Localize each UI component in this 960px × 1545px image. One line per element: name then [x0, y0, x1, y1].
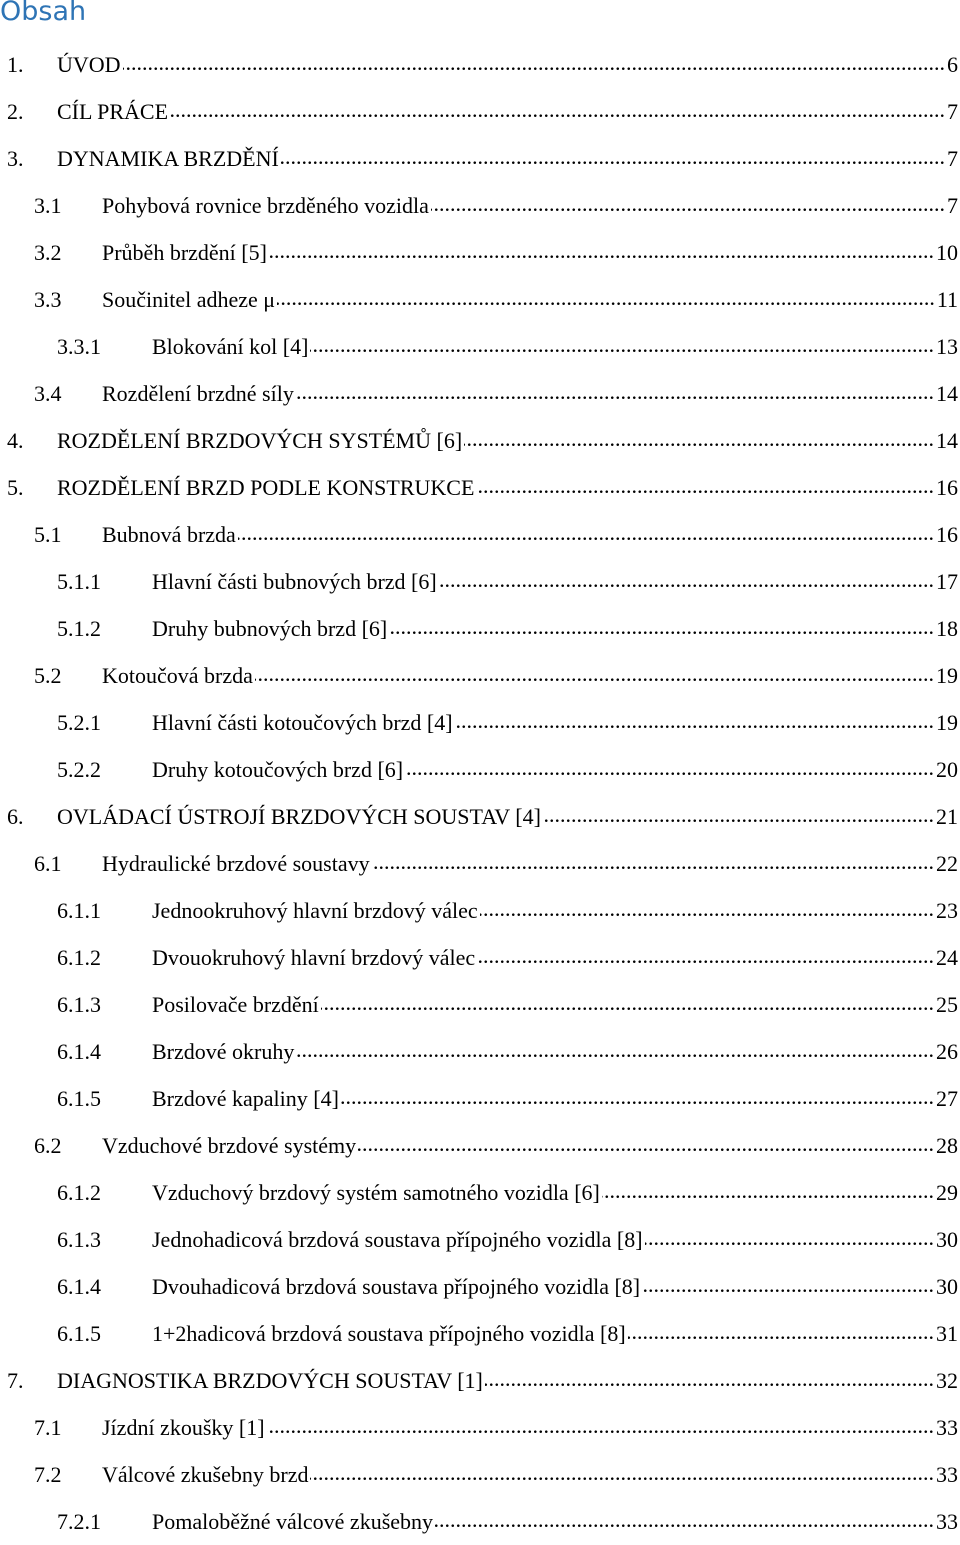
dot-leader	[267, 1415, 934, 1437]
toc-entry-page: 30	[936, 1273, 958, 1299]
dot-leader	[602, 1180, 934, 1202]
dot-leader	[321, 992, 934, 1014]
dot-leader	[277, 287, 935, 309]
toc-entry-title: Hlavní části kotoučových brzd [4]	[152, 709, 453, 735]
toc-entry[interactable]	[0, 934, 960, 981]
toc-entry-title: Jednookruhový hlavní brzdový válec	[152, 897, 478, 923]
toc-entry[interactable]	[0, 1310, 960, 1357]
toc-entry-number: 6.1.2	[57, 1179, 101, 1205]
dot-leader	[464, 428, 934, 450]
dot-leader	[269, 240, 934, 262]
dot-leader	[123, 52, 945, 74]
toc-entry-number: 5.1	[34, 521, 62, 547]
toc-entry[interactable]	[0, 135, 960, 182]
toc-entry[interactable]	[0, 1357, 960, 1404]
toc-entry[interactable]	[0, 1263, 960, 1310]
toc-entry-page: 14	[936, 427, 958, 453]
toc-entry[interactable]	[0, 323, 960, 370]
toc-entry[interactable]	[0, 1216, 960, 1263]
toc-entry-number: 6.1.5	[57, 1085, 101, 1111]
toc-entry-page: 32	[936, 1367, 958, 1393]
toc-entry-number: 6.1.3	[57, 991, 101, 1017]
toc-entry[interactable]	[0, 1451, 960, 1498]
toc-entry[interactable]	[0, 699, 960, 746]
toc-entry[interactable]	[0, 793, 960, 840]
toc-entry-page: 28	[936, 1132, 958, 1158]
toc-entry[interactable]	[0, 981, 960, 1028]
dot-leader	[310, 1462, 934, 1484]
toc-entry[interactable]	[0, 887, 960, 934]
toc-entry-page: 16	[936, 474, 958, 500]
toc-entry-number: 6.1.4	[57, 1273, 101, 1299]
toc-entry-page: 25	[936, 991, 958, 1017]
toc-entry-title: Jízdní zkoušky [1]	[102, 1414, 265, 1440]
toc-entry[interactable]	[0, 840, 960, 887]
toc-entry-number: 7.2	[34, 1461, 62, 1487]
toc-entry-title: Blokování kol [4]	[152, 333, 309, 359]
toc-entry[interactable]	[0, 417, 960, 464]
toc-entry-number: 3.1	[34, 192, 62, 218]
dot-leader	[405, 757, 934, 779]
toc-entry-page: 30	[936, 1226, 958, 1252]
dot-leader	[477, 945, 934, 967]
toc-entry-page: 26	[936, 1038, 958, 1064]
toc-entry[interactable]	[0, 88, 960, 135]
toc-entry-page: 7	[947, 192, 958, 218]
toc-entry-page: 29	[936, 1179, 958, 1205]
toc-entry-number: 3.	[7, 145, 24, 171]
toc-entry-title: DIAGNOSTIKA BRZDOVÝCH SOUSTAV [1]	[57, 1367, 483, 1393]
toc-entry-title: Pomaloběžné válcové zkušebny	[152, 1508, 434, 1534]
toc-entry-number: 5.2	[34, 662, 62, 688]
toc-entry-title: Rozdělení brzdné síly	[102, 380, 294, 406]
toc-entry-number: 3.2	[34, 239, 62, 265]
dot-leader	[170, 99, 945, 121]
dot-leader	[296, 381, 934, 403]
toc-entry-page: 31	[936, 1320, 958, 1346]
dot-leader	[310, 334, 934, 356]
dot-leader	[238, 522, 934, 544]
toc-entry-number: 5.2.1	[57, 709, 101, 735]
toc-entry-page: 20	[936, 756, 958, 782]
toc-entry-page: 11	[936, 286, 958, 312]
toc-entry-title: Průběh brzdění [5]	[102, 239, 267, 265]
toc-entry-title: ROZDĚLENÍ BRZDOVÝCH SYSTÉMŮ [6]	[57, 427, 463, 453]
toc-entry-number: 6.1.2	[57, 944, 101, 970]
toc-entry[interactable]	[0, 605, 960, 652]
toc-heading: Obsah	[0, 0, 87, 27]
toc-entry-number: 7.1	[34, 1414, 62, 1440]
toc-entry[interactable]	[0, 182, 960, 229]
toc-entry-title: Dvouhadicová brzdová soustava přípojného vozidla [8]	[152, 1273, 641, 1299]
dot-leader	[485, 1368, 934, 1390]
dot-leader	[645, 1227, 934, 1249]
toc-entry-title: Jednohadicová brzdová soustava přípojného vozidla [8]	[152, 1226, 643, 1252]
toc-entry[interactable]	[0, 276, 960, 323]
toc-entry-number: 4.	[7, 427, 24, 453]
toc-entry-number: 5.1.1	[57, 568, 101, 594]
toc-entry-number: 3.3	[34, 286, 62, 312]
toc-entry-page: 16	[936, 521, 958, 547]
toc-entry-number: 6.1.4	[57, 1038, 101, 1064]
toc-entry-page: 7	[947, 98, 958, 124]
toc-entry-number: 6.1	[34, 850, 62, 876]
toc-entry-page: 33	[936, 1414, 958, 1440]
dot-leader	[543, 804, 934, 826]
toc-entry-number: 5.	[7, 474, 24, 500]
toc-entry-title: Vzduchový brzdový systém samotného vozidla [6]	[152, 1179, 600, 1205]
dot-leader	[439, 569, 934, 591]
toc-entry-page: 19	[936, 709, 958, 735]
toc-entry[interactable]	[0, 1028, 960, 1075]
dot-leader	[476, 475, 934, 497]
dot-leader	[435, 1509, 934, 1531]
toc-entry-title: Kotoučová brzda	[102, 662, 253, 688]
toc-entry[interactable]	[0, 746, 960, 793]
dot-leader	[431, 193, 945, 215]
toc-entry[interactable]	[0, 1498, 960, 1545]
dot-leader	[455, 710, 934, 732]
toc-entry-title: Hlavní části bubnových brzd [6]	[152, 568, 437, 594]
toc-entry-title: CÍL PRÁCE	[57, 98, 169, 124]
dot-leader	[628, 1321, 934, 1343]
toc-entry-page: 22	[936, 850, 958, 876]
toc-entry-title: OVLÁDACÍ ÚSTROJÍ BRZDOVÝCH SOUSTAV [4]	[57, 803, 541, 829]
toc-entry-title: 1+2hadicová brzdová soustava přípojného vozidla [8]	[152, 1320, 626, 1346]
dot-leader	[642, 1274, 934, 1296]
toc-entry-page: 33	[936, 1508, 958, 1534]
dot-leader	[341, 1086, 934, 1108]
toc-entry[interactable]	[0, 1169, 960, 1216]
toc-entry-title: Druhy kotoučových brzd [6]	[152, 756, 404, 782]
toc-entry-title: Brzdové kapaliny [4]	[152, 1085, 339, 1111]
toc-entry-title: DYNAMIKA BRZDĚNÍ	[57, 145, 279, 171]
toc-entry-page: 17	[936, 568, 958, 594]
toc-entry[interactable]	[0, 464, 960, 511]
toc-entry-title: Hydraulické brzdové soustavy	[102, 850, 370, 876]
toc-entry-title: ROZDĚLENÍ BRZD PODLE KONSTRUKCE	[57, 474, 475, 500]
toc-entry-page: 7	[947, 145, 958, 171]
toc-entry-page: 19	[936, 662, 958, 688]
toc-entry-page: 6	[947, 51, 958, 77]
toc-entry-title: Brzdové okruhy	[152, 1038, 295, 1064]
toc-entry-title: Dvouokruhový hlavní brzdový válec	[152, 944, 476, 970]
toc-entry-number: 6.1.5	[57, 1320, 101, 1346]
toc-entry-title: Součinitel adheze μ	[102, 286, 276, 312]
toc-entry-page: 27	[936, 1085, 958, 1111]
toc-entry-number: 3.4	[34, 380, 62, 406]
toc-entry-title: Pohybová rovnice brzděného vozidla	[102, 192, 429, 218]
toc-entry-page: 18	[936, 615, 958, 641]
toc-entry-title: Vzduchové brzdové systémy	[102, 1132, 357, 1158]
toc-entry[interactable]	[0, 1404, 960, 1451]
toc-entry-page: 33	[936, 1461, 958, 1487]
toc-entry[interactable]	[0, 511, 960, 558]
toc-entry-page: 13	[936, 333, 958, 359]
dot-leader	[480, 898, 934, 920]
toc-entry[interactable]	[0, 558, 960, 605]
toc-entry-number: 5.1.2	[57, 615, 101, 641]
dot-leader	[372, 851, 934, 873]
dot-leader	[296, 1039, 934, 1061]
toc-entry-page: 24	[936, 944, 958, 970]
dot-leader	[389, 616, 934, 638]
toc-entry-page: 14	[936, 380, 958, 406]
dot-leader	[358, 1133, 934, 1155]
toc-entry-number: 6.1.3	[57, 1226, 101, 1252]
toc-entry-title: ÚVOD	[57, 51, 121, 77]
toc-entry-page: 21	[936, 803, 958, 829]
toc-entry-number: 2.	[7, 98, 24, 124]
toc-entry[interactable]	[0, 1075, 960, 1122]
toc-entry-number: 3.3.1	[57, 333, 101, 359]
toc-entry-number: 7.2.1	[57, 1508, 101, 1534]
toc-entry[interactable]	[0, 652, 960, 699]
toc-entry[interactable]	[0, 370, 960, 417]
toc-entry-number: 5.2.2	[57, 756, 101, 782]
toc-entry-title: Bubnová brzda	[102, 521, 236, 547]
toc-entry[interactable]	[0, 1122, 960, 1169]
toc-entry-number: 6.2	[34, 1132, 62, 1158]
dot-leader	[255, 663, 934, 685]
dot-leader	[281, 146, 945, 168]
toc-entry[interactable]	[0, 229, 960, 276]
toc-entry-title: Druhy bubnových brzd [6]	[152, 615, 388, 641]
toc-entry-number: 7.	[7, 1367, 24, 1393]
toc-entry-number: 1.	[7, 51, 24, 77]
toc-entry-number: 6.	[7, 803, 24, 829]
toc-entry-number: 6.1.1	[57, 897, 101, 923]
toc-entry-page: 10	[936, 239, 958, 265]
toc-entry-title: Posilovače brzdění	[152, 991, 319, 1017]
toc-entry-page: 23	[936, 897, 958, 923]
toc-entry-title: Válcové zkušebny brzd	[102, 1461, 309, 1487]
toc-entry[interactable]	[0, 41, 960, 88]
